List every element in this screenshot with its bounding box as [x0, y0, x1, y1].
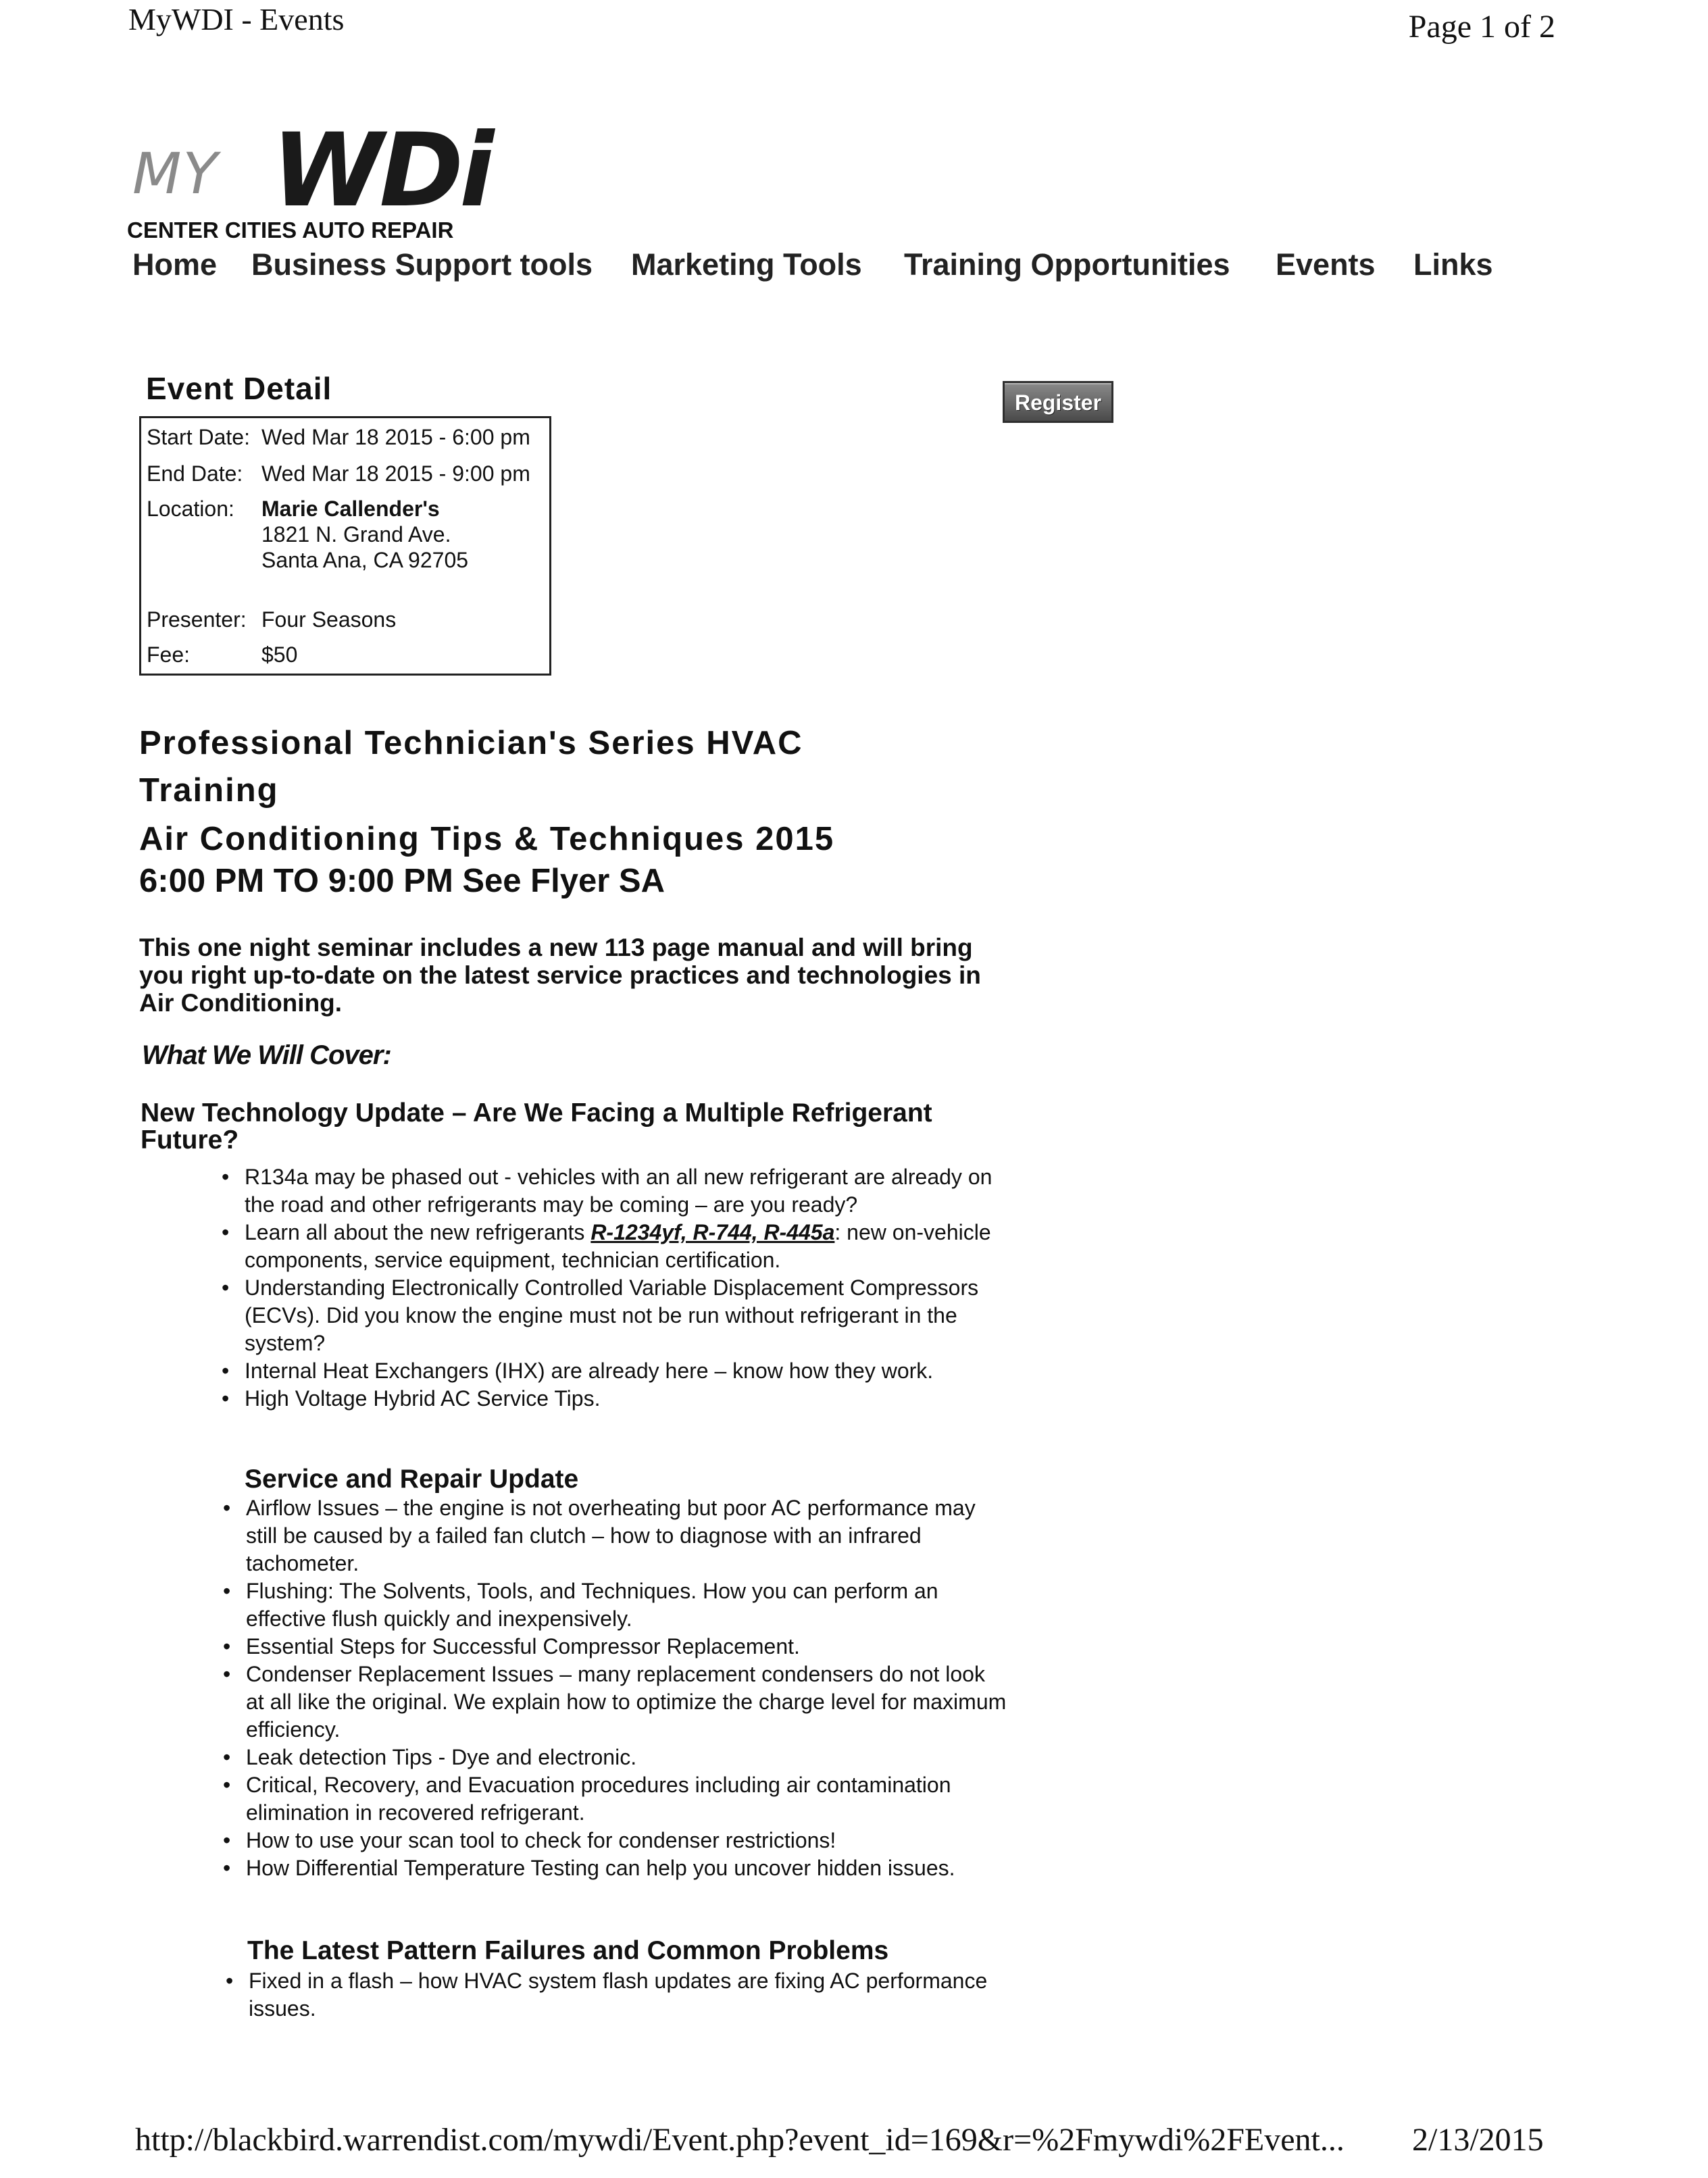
list-item: • Internal Heat Exchangers (IHX) are already here – know how they work.: [222, 1357, 1005, 1385]
list-item: • R134a may be phased out - vehicles with an all new refrigerant are already on the road and other refrigerants may be coming – are you ready?: [222, 1163, 1005, 1219]
list-item: • How to use your scan tool to check for condenser restrictions!: [223, 1827, 1007, 1854]
event-title-line-2: Training: [139, 772, 279, 809]
cover-heading: What We Will Cover:: [142, 1040, 391, 1070]
section-heading-pattern-failures: The Latest Pattern Failures and Common Problems: [247, 1936, 889, 1965]
logo-wdi-text: WDi: [272, 112, 491, 230]
end-date-label: End Date:: [147, 461, 243, 486]
register-button[interactable]: Register: [1003, 381, 1113, 423]
service-repair-list: [223, 1494, 1007, 1882]
nav-marketing-tools[interactable]: Marketing Tools: [631, 247, 862, 282]
list-item-text: : new on-vehicle components, service equipment, technician certification.: [245, 1220, 991, 1272]
list-item: [222, 1219, 1005, 1274]
event-time-line: 6:00 PM TO 9:00 PM See Flyer SA: [139, 863, 665, 899]
list-item: • Flushing: The Solvents, Tools, and Techniques. How you can perform an effective flush quickly and inexpensively.: [223, 1577, 1007, 1633]
list-item: • Essential Steps for Successful Compressor Replacement.: [223, 1633, 1007, 1661]
location-label: Location:: [147, 497, 234, 521]
list-item: • Leak detection Tips - Dye and electronic.: [223, 1744, 1007, 1771]
shop-name: CENTER CITIES AUTO REPAIR: [127, 218, 454, 243]
location-name: Marie Callender's: [261, 497, 440, 521]
print-footer-url: http://blackbird.warrendist.com/mywdi/Event.php?event_id=169&r=%2Fmywdi%2FEvent...: [135, 2122, 1345, 2158]
location-city: Santa Ana, CA 92705: [261, 548, 469, 572]
event-detail-table: [139, 416, 551, 676]
location-street: 1821 N. Grand Ave.: [261, 522, 451, 547]
list-item: • Airflow Issues – the engine is not overheating but poor AC performance may still be caused by a failed fan clutch – how to diagnose with an infrared tachometer.: [223, 1494, 1007, 1577]
section-heading-service-repair: Service and Repair Update: [245, 1465, 579, 1494]
event-title-line-1: Professional Technician's Series HVAC: [139, 725, 803, 761]
section-heading-new-technology: New Technology Update – Are We Facing a Multiple Refrigerant Future?: [141, 1098, 932, 1155]
refrigerants-link[interactable]: R-1234yf, R-744, R-445a: [591, 1220, 835, 1244]
fee-value: $50: [261, 642, 298, 667]
presenter-label: Presenter:: [147, 607, 247, 632]
nav-training-opportunities[interactable]: Training Opportunities: [904, 247, 1230, 282]
event-subtitle: Air Conditioning Tips & Techniques 2015: [139, 821, 835, 857]
list-item: • Fixed in a flash – how HVAC system flash updates are fixing AC performance issues.: [226, 1967, 1009, 2023]
new-technology-list: [222, 1163, 1005, 1413]
list-item: • Understanding Electronically Controlled Variable Displacement Compressors (ECVs). Did you know the engine must not be run without refrigerant in the system?: [222, 1274, 1005, 1357]
list-item-text: Learn all about the new refrigerants: [245, 1220, 591, 1244]
fee-label: Fee:: [147, 642, 191, 667]
mywdi-logo[interactable]: [126, 112, 518, 230]
list-item: • Condenser Replacement Issues – many replacement condensers do not look at all like the original. We explain how to optimize the charge level for maximum efficiency.: [223, 1661, 1007, 1744]
nav-links[interactable]: Links: [1413, 247, 1493, 282]
print-footer-date: 2/13/2015: [1412, 2122, 1544, 2158]
print-header-title: MyWDI - Events: [128, 2, 345, 36]
pattern-failures-list: [226, 1967, 1009, 2023]
nav-events[interactable]: Events: [1276, 247, 1376, 282]
start-date-label: Start Date:: [147, 425, 250, 449]
event-detail-heading: Event Detail: [146, 371, 332, 406]
logo-my-text: MY: [132, 141, 219, 207]
nav-business-support-tools[interactable]: Business Support tools: [251, 247, 593, 282]
end-date-value: Wed Mar 18 2015 - 9:00 pm: [261, 461, 530, 486]
list-item: • Critical, Recovery, and Evacuation procedures including air contamination elimination in recovered refrigerant.: [223, 1771, 1007, 1827]
presenter-value: Four Seasons: [261, 607, 397, 632]
start-date-value: Wed Mar 18 2015 - 6:00 pm: [261, 425, 530, 449]
intro-paragraph: This one night seminar includes a new 113 page manual and will bring you right up-to-date on the latest service practices and technologies in Air Conditioning.: [139, 934, 981, 1017]
list-item: • How Differential Temperature Testing can help you uncover hidden issues.: [223, 1854, 1007, 1882]
nav-home[interactable]: Home: [132, 247, 218, 282]
list-item: • High Voltage Hybrid AC Service Tips.: [222, 1385, 1005, 1413]
print-page-number: Page 1 of 2: [1408, 9, 1555, 45]
